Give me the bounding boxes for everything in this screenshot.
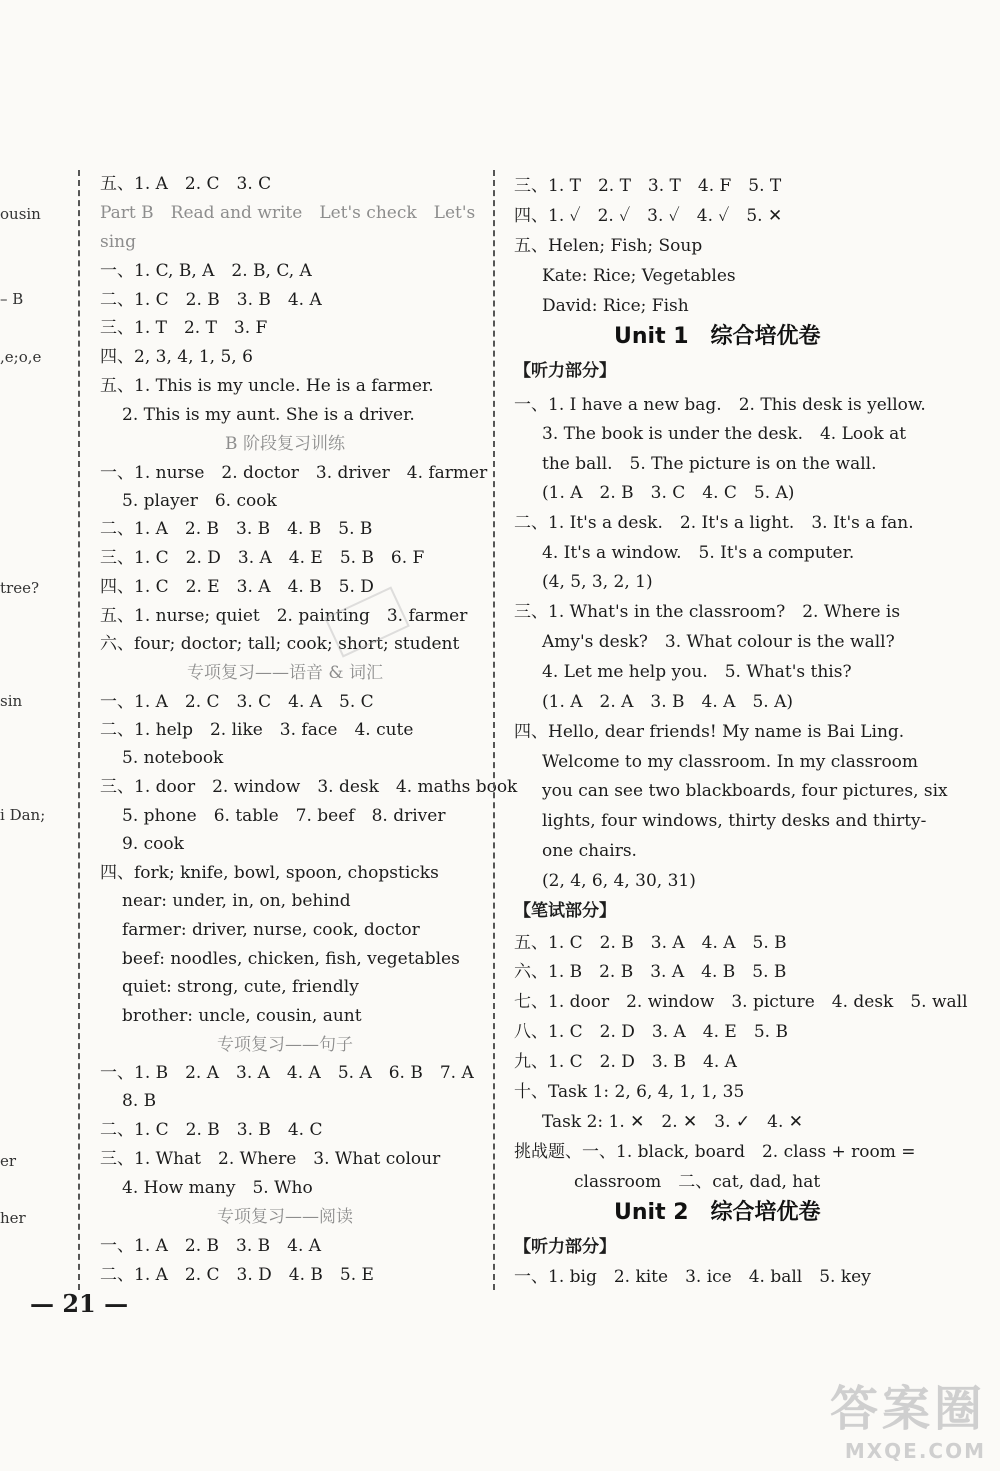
- middle-column-line: 9. cook: [122, 834, 184, 854]
- middle-column-line: 三、1. door 2. window 3. desk 4. maths book: [100, 777, 518, 797]
- right-column-line: 四、Hello, dear friends! My name is Bai Ling.: [514, 722, 905, 742]
- edge-fragment: tree?: [0, 579, 39, 597]
- watermark-url: MXQE.COM: [844, 1439, 986, 1463]
- edge-fragment: er: [0, 1152, 17, 1170]
- middle-column-line: 2. This is my aunt. She is a driver.: [122, 405, 415, 425]
- right-column-line: you can see two blackboards, four pictures, six: [542, 781, 948, 801]
- middle-column-line: 二、1. C 2. B 3. B 4. C: [100, 1120, 323, 1140]
- right-column-line: 五、Helen; Fish; Soup: [514, 236, 703, 256]
- center-divider: [493, 170, 495, 1290]
- right-column-line: (2, 4, 6, 4, 30, 31): [542, 871, 696, 891]
- unit-heading: Unit 1 综合培优卷: [614, 324, 821, 349]
- middle-column-line: 5. player 6. cook: [122, 491, 277, 511]
- right-column-line: 四、1. ✓ 2. ✓ 3. ✓ 4. ✓ 5. ✕: [514, 206, 783, 226]
- middle-column-line: 四、fork; knife, bowl, spoon, chopsticks: [100, 863, 439, 883]
- section-title: 专项复习——语音 & 词汇: [187, 663, 383, 683]
- middle-column-line: near: under, in, on, behind: [122, 891, 351, 911]
- middle-column-line: 4. How many 5. Who: [122, 1178, 313, 1198]
- page-number-text: 21: [62, 1289, 96, 1318]
- middle-column-line: farmer: driver, nurse, cook, doctor: [122, 920, 420, 940]
- middle-column-line: 三、1. T 2. T 3. F: [100, 318, 268, 338]
- right-column-line: Amy's desk? 3. What colour is the wall?: [542, 632, 895, 652]
- middle-column-line: 二、1. A 2. B 3. B 4. B 5. B: [100, 519, 373, 539]
- middle-column-line: 六、four; doctor; tall; cook; short; student: [100, 634, 460, 654]
- right-column-line: 一、1. big 2. kite 3. ice 4. ball 5. key: [514, 1267, 871, 1287]
- middle-column-line: 四、2, 3, 4, 1, 5, 6: [100, 347, 253, 367]
- right-column-line: lights, four windows, thirty desks and thirty-: [542, 811, 927, 831]
- right-column-line: the ball. 5. The picture is on the wall.: [542, 454, 877, 474]
- unit-heading: Unit 2 综合培优卷: [614, 1200, 821, 1225]
- right-column-line: 3. The book is under the desk. 4. Look at: [542, 424, 907, 444]
- middle-column-line: quiet: strong, cute, friendly: [122, 977, 359, 997]
- middle-column-line: 5. phone 6. table 7. beef 8. driver: [122, 806, 446, 826]
- middle-column-line: brother: uncle, cousin, aunt: [122, 1006, 362, 1026]
- right-column-line: 三、1. What's in the classroom? 2. Where is: [514, 602, 901, 622]
- right-column-line: classroom 二、cat, dad, hat: [574, 1172, 821, 1192]
- edge-fragment: ,e;o,e: [0, 348, 42, 366]
- edge-fragment: i Dan;: [0, 806, 46, 824]
- middle-column-line: 8. B: [122, 1091, 157, 1111]
- right-column-line: Welcome to my classroom. In my classroom: [542, 752, 919, 772]
- right-column-line: Kate: Rice; Vegetables: [542, 266, 736, 286]
- middle-column-line: 5. notebook: [122, 748, 224, 768]
- section-heading: 【听力部分】: [514, 361, 616, 381]
- middle-column-line: beef: noodles, chicken, fish, vegetables: [122, 949, 460, 969]
- middle-column-line: 三、1. C 2. D 3. A 4. E 5. B 6. F: [100, 548, 425, 568]
- middle-column-line: 五、1. This is my uncle. He is a farmer.: [100, 376, 434, 396]
- edge-fragment: sin: [0, 692, 23, 710]
- right-column-line: David: Rice; Fish: [542, 296, 689, 316]
- right-column-line: 八、1. C 2. D 3. A 4. E 5. B: [514, 1022, 788, 1042]
- middle-column-line: 五、1. A 2. C 3. C: [100, 174, 272, 194]
- middle-column-line: sing: [100, 232, 136, 252]
- middle-column-line: 二、1. help 2. like 3. face 4. cute: [100, 720, 414, 740]
- right-column-line: Task 2: 1. ✕ 2. ✕ 3. ✓ 4. ✕: [542, 1112, 804, 1132]
- edge-fragment: her: [0, 1209, 26, 1227]
- watermark: [830, 1370, 986, 1463]
- middle-column-line: 二、1. C 2. B 3. B 4. A: [100, 290, 322, 310]
- page-number: — 21 —: [30, 1289, 129, 1318]
- right-column-line: (4, 5, 3, 2, 1): [542, 572, 653, 592]
- edge-fragment: ousin: [0, 205, 41, 223]
- middle-column-line: 二、1. A 2. C 3. D 4. B 5. E: [100, 1265, 374, 1285]
- middle-column-line: 一、1. A 2. B 3. B 4. A: [100, 1236, 322, 1256]
- middle-column-line: Part B Read and write Let's check Let's: [100, 203, 476, 223]
- middle-column-line: 四、1. C 2. E 3. A 4. B 5. D: [100, 577, 374, 597]
- right-column-line: 五、1. C 2. B 3. A 4. A 5. B: [514, 933, 787, 953]
- right-column-line: 4. It's a window. 5. It's a computer.: [542, 543, 855, 563]
- right-column-line: 一、1. I have a new bag. 2. This desk is yellow.: [514, 395, 926, 415]
- section-heading: 【听力部分】: [514, 1237, 616, 1257]
- right-column-line: 七、1. door 2. window 3. picture 4. desk 5. wall: [514, 992, 968, 1012]
- middle-column-line: 一、1. C, B, A 2. B, C, A: [100, 261, 312, 281]
- right-column-line: one chairs.: [542, 841, 637, 861]
- section-title: 专项复习——句子: [217, 1035, 353, 1055]
- middle-column-line: 五、1. nurse; quiet 2. painting 3. farmer: [100, 606, 468, 626]
- right-column-line: (1. A 2. A 3. B 4. A 5. A): [542, 692, 793, 712]
- edge-fragment: – B: [0, 290, 24, 308]
- section-title: 专项复习——阅读: [217, 1207, 353, 1227]
- middle-column-line: 一、1. A 2. C 3. C 4. A 5. C: [100, 692, 374, 712]
- left-divider: [78, 170, 80, 1290]
- middle-column-line: 一、1. nurse 2. doctor 3. driver 4. farmer: [100, 463, 488, 483]
- right-column-line: 十、Task 1: 2, 6, 4, 1, 1, 35: [514, 1082, 745, 1102]
- right-column-line: 二、1. It's a desk. 2. It's a light. 3. It's a fan.: [514, 513, 914, 533]
- right-column-line: (1. A 2. B 3. C 4. C 5. A): [542, 483, 795, 503]
- section-heading: 【笔试部分】: [514, 901, 616, 921]
- right-column-line: 4. Let me help you. 5. What's this?: [542, 662, 852, 682]
- right-column-line: 九、1. C 2. D 3. B 4. A: [514, 1052, 737, 1072]
- right-column-line: 三、1. T 2. T 3. T 4. F 5. T: [514, 176, 782, 196]
- watermark-logo-text: 答案圈: [829, 1381, 986, 1437]
- right-column-line: 挑战题、一、1. black, board 2. class + room =: [514, 1142, 916, 1162]
- middle-column-line: 一、1. B 2. A 3. A 4. A 5. A 6. B 7. A: [100, 1063, 474, 1083]
- middle-column-line: 三、1. What 2. Where 3. What colour: [100, 1149, 441, 1169]
- section-title: B 阶段复习训练: [225, 434, 345, 454]
- right-column-line: 六、1. B 2. B 3. A 4. B 5. B: [514, 962, 787, 982]
